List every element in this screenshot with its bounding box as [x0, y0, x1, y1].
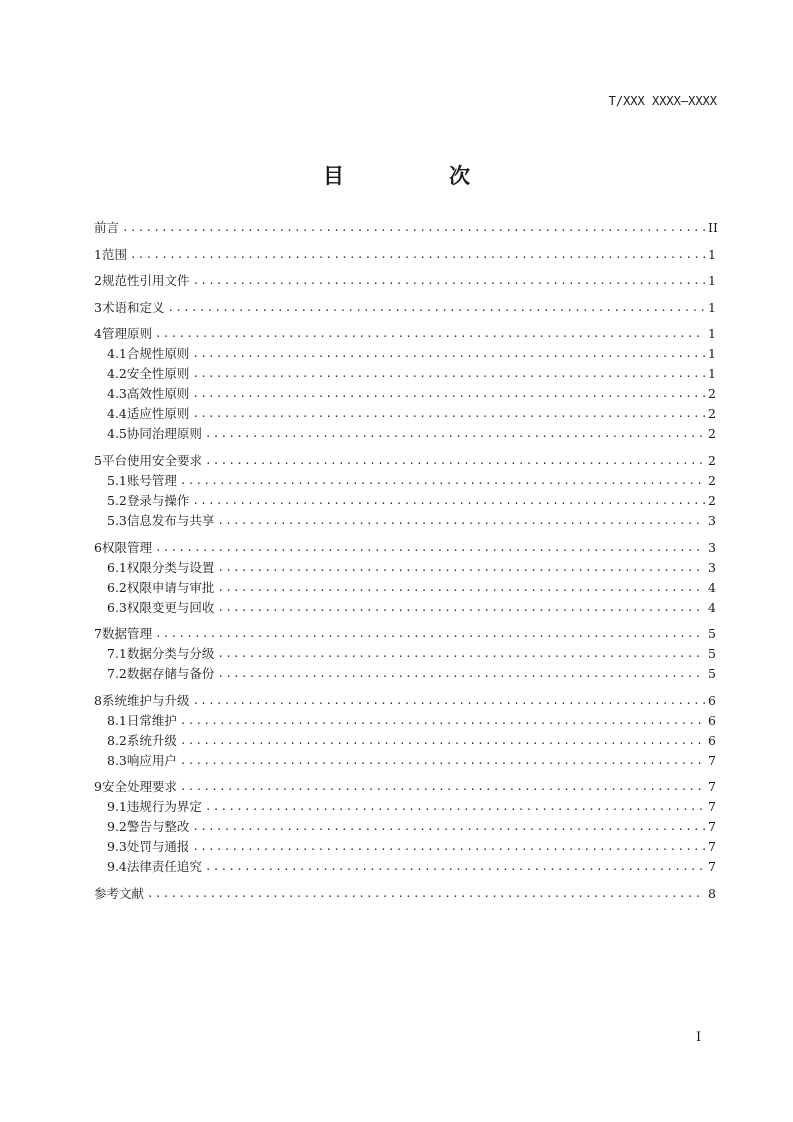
- toc-entry-label: 警告与整改: [126, 819, 190, 835]
- dot-leader: [180, 711, 705, 731]
- toc-entry-number: 4.5: [107, 426, 127, 442]
- dot-leader: [192, 491, 705, 511]
- toc-entry-number: 1: [94, 246, 102, 262]
- toc-entry[interactable]: [94, 598, 716, 618]
- toc-entry-page: 6: [708, 732, 716, 748]
- toc-entry-number: 7: [94, 626, 102, 642]
- toc-entry-page: 7: [708, 799, 716, 815]
- toc-entry-number: 9.1: [107, 799, 127, 815]
- dot-leader: [205, 451, 705, 471]
- toc-entry-number: 3: [94, 299, 102, 315]
- toc-entry[interactable]: [94, 324, 716, 344]
- toc-entry-number: 8.2: [107, 732, 127, 748]
- dot-leader: [130, 245, 705, 265]
- toc-entry[interactable]: [94, 837, 716, 857]
- toc-entry-number: 9.4: [107, 859, 127, 875]
- toc-entry-number: 5: [94, 452, 102, 468]
- toc-entry[interactable]: [94, 817, 716, 837]
- toc-entry-number: 7.2: [107, 666, 127, 682]
- dot-leader: [167, 298, 705, 318]
- toc-entry[interactable]: [94, 218, 716, 238]
- toc-entry-label: 合规性原则: [126, 346, 190, 362]
- dot-leader: [192, 817, 705, 837]
- table-of-contents: [94, 218, 716, 904]
- toc-entry-label: 登录与操作: [126, 492, 190, 508]
- toc-entry-page: II: [708, 220, 718, 235]
- dot-leader: [180, 471, 705, 491]
- toc-entry-label: 安全性原则: [126, 366, 190, 382]
- toc-entry-label: 信息发布与共享: [126, 512, 215, 528]
- toc-entry-label: 违规行为界定: [126, 799, 202, 815]
- toc-entry-page: 1: [708, 246, 716, 262]
- toc-entry-page: 1: [708, 366, 716, 382]
- toc-entry[interactable]: [94, 857, 716, 877]
- toc-entry-page: 1: [708, 346, 716, 362]
- toc-entry-label: 权限分类与设置: [126, 559, 215, 575]
- toc-entry-number: 8.3: [107, 752, 127, 768]
- dot-leader: [217, 664, 705, 684]
- toc-entry-page: 6: [708, 712, 716, 728]
- toc-entry[interactable]: [94, 624, 716, 644]
- toc-entry[interactable]: [94, 271, 716, 291]
- toc-entry-number: 4.1: [107, 346, 127, 362]
- dot-leader: [205, 424, 705, 444]
- toc-entry-label: 系统升级: [126, 732, 177, 748]
- toc-entry-label: 账号管理: [126, 472, 177, 488]
- dot-leader: [217, 644, 705, 664]
- toc-entry[interactable]: [94, 344, 716, 364]
- toc-entry-page: 1: [708, 299, 716, 315]
- page-title: 目 次: [323, 164, 512, 188]
- toc-entry-label: 响应用户: [126, 752, 177, 768]
- toc-entry-number: 2: [94, 273, 102, 289]
- dot-leader: [205, 857, 705, 877]
- toc-entry-label: 日常维护: [126, 712, 177, 728]
- dot-leader: [155, 624, 705, 644]
- toc-entry-page: 6: [708, 692, 716, 708]
- toc-entry-label: 数据存储与备份: [126, 666, 215, 682]
- toc-entry-page: 5: [708, 646, 716, 662]
- toc-entry-label: 高效性原则: [126, 386, 190, 402]
- toc-entry[interactable]: [94, 644, 716, 664]
- document-code: T/XXX XXXX—XXXX: [608, 94, 717, 108]
- toc-entry-page: 3: [708, 539, 716, 555]
- toc-entry-number: 4.4: [107, 406, 127, 422]
- toc-entry-label: 参考文献: [94, 885, 145, 901]
- dot-leader: [192, 364, 705, 384]
- toc-entry-label: 协同治理原则: [126, 426, 202, 442]
- toc-entry[interactable]: [94, 538, 716, 558]
- toc-entry[interactable]: [94, 711, 716, 731]
- toc-entry-label: 权限管理: [101, 539, 152, 555]
- toc-entry-page: 2: [708, 426, 716, 442]
- toc-entry[interactable]: [94, 384, 716, 404]
- dot-leader: [180, 777, 705, 797]
- toc-entry-label: 平台使用安全要求: [101, 452, 202, 468]
- toc-entry-page: 2: [708, 492, 716, 508]
- toc-entry[interactable]: [94, 298, 716, 318]
- toc-entry-page: 3: [708, 559, 716, 575]
- toc-entry-page: 5: [708, 626, 716, 642]
- dot-leader: [122, 218, 705, 238]
- toc-entry-page: 2: [708, 472, 716, 488]
- toc-entry-label: 权限变更与回收: [126, 599, 215, 615]
- toc-entry[interactable]: [94, 578, 716, 598]
- toc-entry[interactable]: [94, 511, 716, 531]
- toc-entry-page: 7: [708, 819, 716, 835]
- dot-leader: [217, 598, 705, 618]
- toc-entry-number: 6.1: [107, 559, 127, 575]
- toc-entry-page: 4: [708, 599, 716, 615]
- toc-entry[interactable]: [94, 491, 716, 511]
- toc-entry[interactable]: [94, 731, 716, 751]
- toc-entry-page: 2: [708, 386, 716, 402]
- toc-entry-number: 6.3: [107, 599, 127, 615]
- toc-entry-page: 1: [708, 273, 716, 289]
- dot-leader: [192, 404, 705, 424]
- toc-entry-label: 术语和定义: [101, 299, 165, 315]
- dot-leader: [180, 751, 705, 771]
- toc-entry-number: 4.3: [107, 386, 127, 402]
- toc-entry[interactable]: [94, 451, 716, 471]
- page-number: I: [696, 1030, 702, 1045]
- toc-entry-number: 9.2: [107, 819, 127, 835]
- toc-entry-label: 适应性原则: [126, 406, 190, 422]
- toc-entry-number: 5.1: [107, 472, 127, 488]
- toc-entry-number: 5.2: [107, 492, 127, 508]
- toc-entry-number: 6.2: [107, 579, 127, 595]
- dot-leader: [217, 578, 705, 598]
- dot-leader: [155, 324, 705, 344]
- toc-entry-number: 9.3: [107, 839, 127, 855]
- toc-entry-page: 8: [708, 885, 716, 901]
- toc-entry-number: 5.3: [107, 512, 127, 528]
- toc-entry-page: 2: [708, 452, 716, 468]
- dot-leader: [192, 271, 705, 291]
- toc-entry-page: 7: [708, 839, 716, 855]
- toc-entry[interactable]: [94, 664, 716, 684]
- dot-leader: [217, 558, 705, 578]
- toc-entry-label: 范围: [101, 246, 127, 262]
- toc-entry-number: 8: [94, 692, 102, 708]
- toc-entry[interactable]: [94, 245, 716, 265]
- toc-entry[interactable]: [94, 777, 716, 797]
- toc-entry[interactable]: [94, 558, 716, 578]
- toc-entry[interactable]: [94, 471, 716, 491]
- toc-entry[interactable]: [94, 751, 716, 771]
- toc-entry-label: 安全处理要求: [101, 779, 177, 795]
- toc-entry-page: 3: [708, 512, 716, 528]
- dot-leader: [180, 731, 705, 751]
- toc-entry-page: 7: [708, 779, 716, 795]
- toc-entry-label: 前言: [94, 220, 120, 235]
- toc-entry-page: 2: [708, 406, 716, 422]
- dot-leader: [192, 691, 705, 711]
- toc-entry[interactable]: [94, 404, 716, 424]
- toc-entry[interactable]: [94, 797, 716, 817]
- toc-entry-page: 7: [708, 859, 716, 875]
- dot-leader: [192, 837, 705, 857]
- toc-entry-number: 9: [94, 779, 102, 795]
- toc-entry-label: 数据分类与分级: [126, 646, 215, 662]
- toc-entry[interactable]: [94, 424, 716, 444]
- toc-entry-page: 4: [708, 579, 716, 595]
- toc-entry-number: 4: [94, 326, 102, 342]
- toc-entry-page: 7: [708, 752, 716, 768]
- toc-entry-number: 7.1: [107, 646, 127, 662]
- toc-entry-label: 法律责任追究: [126, 859, 202, 875]
- dot-leader: [192, 344, 705, 364]
- dot-leader: [155, 538, 705, 558]
- dot-leader: [205, 797, 705, 817]
- toc-entry-page: 5: [708, 666, 716, 682]
- toc-entry-label: 权限申请与审批: [126, 579, 215, 595]
- toc-entry[interactable]: [94, 691, 716, 711]
- toc-entry-number: 8.1: [107, 712, 127, 728]
- toc-entry[interactable]: [94, 364, 716, 384]
- toc-entry-number: 4.2: [107, 366, 127, 382]
- toc-entry-label: 处罚与通报: [126, 839, 190, 855]
- toc-entry[interactable]: [94, 884, 716, 904]
- toc-entry-label: 管理原则: [101, 326, 152, 342]
- toc-entry-page: 1: [708, 326, 716, 342]
- toc-entry-label: 规范性引用文件: [101, 273, 190, 289]
- toc-entry-number: 6: [94, 539, 102, 555]
- dot-leader: [217, 511, 705, 531]
- toc-entry-label: 数据管理: [101, 626, 152, 642]
- dot-leader: [147, 884, 705, 904]
- toc-entry-label: 系统维护与升级: [101, 692, 190, 708]
- dot-leader: [192, 384, 705, 404]
